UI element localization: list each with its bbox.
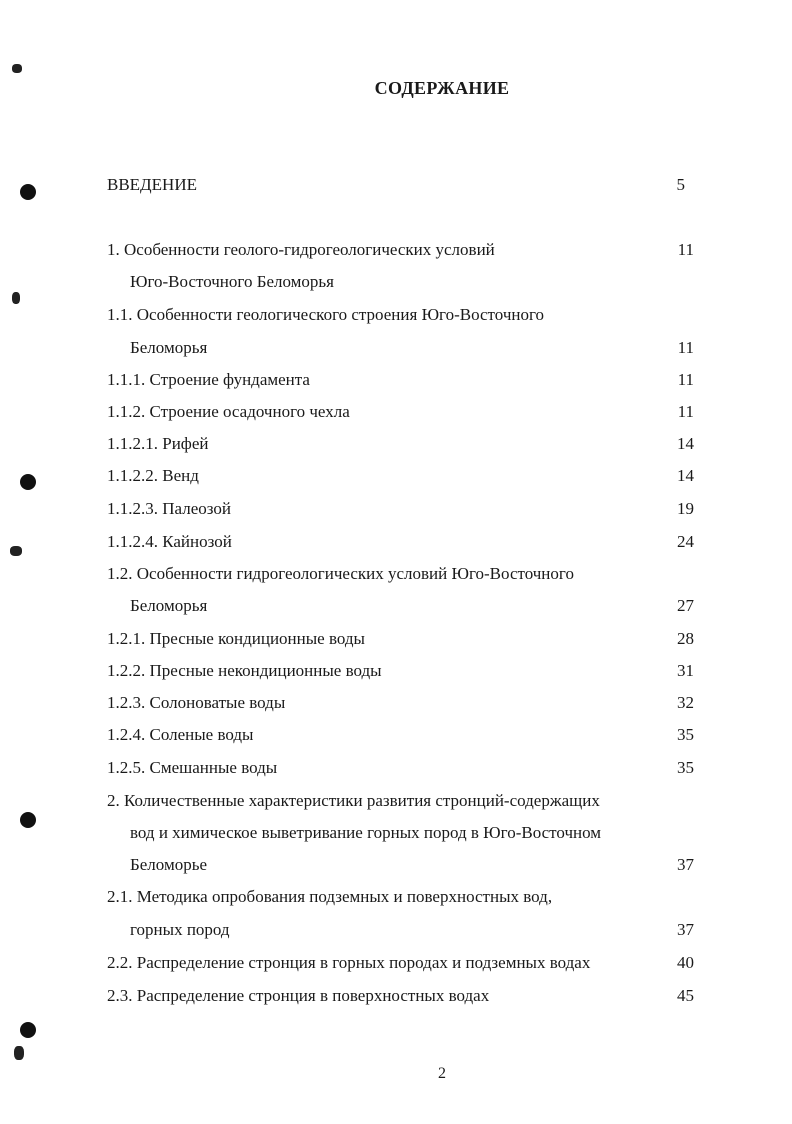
toc-entry-text: 1.2.3. Солоноватые воды bbox=[107, 693, 286, 712]
toc-entry bbox=[0, 692, 792, 714]
toc-entry-text: 1.1.2.4. Кайнозой bbox=[107, 532, 232, 551]
toc-entry bbox=[0, 595, 792, 617]
toc-entry bbox=[0, 952, 792, 974]
toc-entry-page: 11 bbox=[677, 240, 694, 259]
toc-entry bbox=[0, 628, 792, 650]
toc-entry-page: 28 bbox=[677, 629, 694, 648]
toc-entry bbox=[0, 790, 792, 812]
toc-entry bbox=[0, 498, 792, 520]
toc-entry-text: 1.2.5. Смешанные воды bbox=[107, 758, 278, 777]
toc-entry bbox=[0, 239, 792, 261]
toc-entry-page: 5 bbox=[676, 175, 685, 194]
toc-entry-text: 2.1. Методика опробования подземных и поверхностных вод, bbox=[107, 887, 553, 906]
toc-entry bbox=[0, 886, 792, 908]
toc-entry bbox=[0, 822, 792, 844]
toc-entry-page: 40 bbox=[677, 953, 694, 972]
toc-entry-text: 1.1.2.3. Палеозой bbox=[107, 499, 231, 518]
toc-entry-text: 2.3. Распределение стронция в поверхностных водах bbox=[107, 986, 490, 1005]
toc-entry-text: 1.2.1. Пресные кондиционные воды bbox=[107, 629, 365, 648]
toc-entry bbox=[0, 854, 792, 876]
toc-entry bbox=[0, 724, 792, 746]
toc-entry-page: 24 bbox=[677, 532, 694, 551]
toc-entry-page: 37 bbox=[677, 855, 694, 874]
toc-entry-text: 1.1.2.2. Венд bbox=[107, 466, 199, 485]
toc-entry bbox=[0, 369, 792, 391]
toc-entry-page: 11 bbox=[677, 402, 694, 421]
toc-entry-text: 1.1. Особенности геологического строения Юго-Восточного bbox=[107, 305, 545, 324]
toc-entry-page: 14 bbox=[677, 466, 694, 485]
toc-entry bbox=[0, 985, 792, 1007]
toc-entry-text: 1.2.2. Пресные некондиционные воды bbox=[107, 661, 382, 680]
toc-entry-text: 2. Количественные характеристики развития стронций-содержащих bbox=[107, 791, 600, 810]
toc-entry-page: 11 bbox=[677, 338, 694, 357]
toc-entry-text: Юго-Восточного Беломорья bbox=[130, 272, 334, 291]
toc-entry bbox=[0, 174, 792, 196]
toc-entry bbox=[0, 337, 792, 359]
toc-entry-page: 27 bbox=[677, 596, 694, 615]
toc-entry bbox=[0, 757, 792, 779]
toc-entry-text: 1.2.4. Соленые воды bbox=[107, 725, 254, 744]
page-number: 2 bbox=[438, 1065, 446, 1082]
toc-entry-text: вод и химическое выветривание горных пород в Юго-Восточном bbox=[130, 823, 602, 842]
page-title: СОДЕРЖАНИЕ bbox=[374, 78, 510, 98]
toc-entry-text: горных пород bbox=[130, 920, 230, 939]
toc-entry bbox=[0, 465, 792, 487]
toc-entry bbox=[0, 433, 792, 455]
toc-entry-page: 11 bbox=[677, 370, 694, 389]
toc-entry-page: 37 bbox=[677, 920, 694, 939]
toc-entry-page: 35 bbox=[677, 758, 694, 777]
toc-entry-text: 1.1.2.1. Рифей bbox=[107, 434, 209, 453]
toc-entry-text: 2.2. Распределение стронция в горных породах и подземных водах bbox=[107, 953, 591, 972]
toc-entry-text: Беломорья bbox=[130, 596, 208, 615]
toc-entry-page: 35 bbox=[677, 725, 694, 744]
toc-entry bbox=[0, 304, 792, 326]
toc-entry-page: 45 bbox=[677, 986, 694, 1005]
toc-entry bbox=[0, 531, 792, 553]
toc-entry bbox=[0, 401, 792, 423]
toc-entry-text: ВВЕДЕНИЕ bbox=[107, 175, 197, 194]
toc-entry-text: 1.1.1. Строение фундамента bbox=[107, 370, 310, 389]
toc-entry bbox=[0, 919, 792, 941]
toc-entry-text: Беломорья bbox=[130, 338, 208, 357]
toc-entry-text: Беломорье bbox=[130, 855, 208, 874]
toc-entry-page: 31 bbox=[677, 661, 694, 680]
toc-entry bbox=[0, 660, 792, 682]
toc-entry-text: 1. Особенности геолого-гидрогеологических условий bbox=[107, 240, 495, 259]
toc-entry bbox=[0, 271, 792, 293]
toc-entry-page: 14 bbox=[677, 434, 694, 453]
toc-entry bbox=[0, 563, 792, 585]
toc-entry-page: 32 bbox=[677, 693, 694, 712]
toc-entry-page: 19 bbox=[677, 499, 694, 518]
toc-entry-text: 1.1.2. Строение осадочного чехла bbox=[107, 402, 350, 421]
toc-entry-text: 1.2. Особенности гидрогеологических условий Юго-Восточного bbox=[107, 564, 574, 583]
